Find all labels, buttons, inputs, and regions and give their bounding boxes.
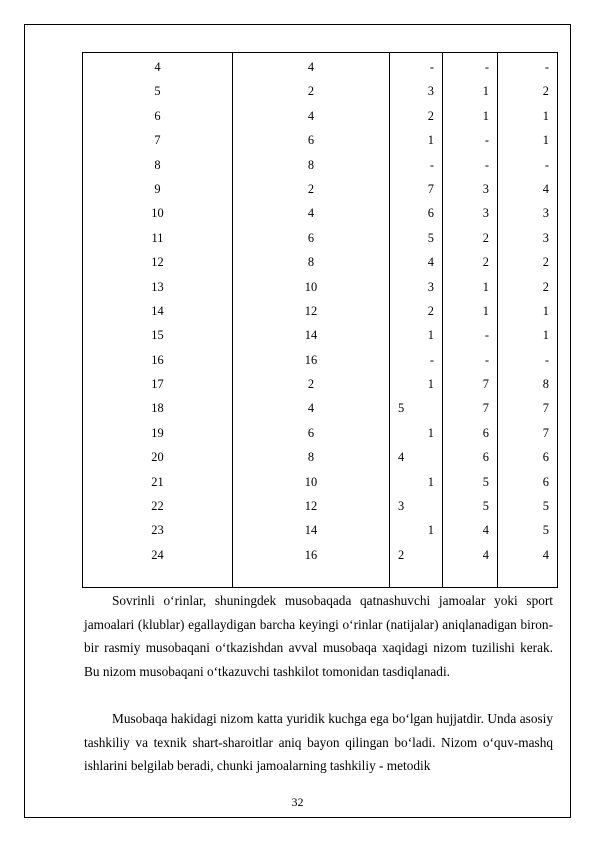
table-cell xyxy=(390,522,442,546)
table-cell: - xyxy=(484,157,489,172)
table-cell-right: 1 xyxy=(427,133,434,148)
table-cell: 1 xyxy=(482,108,489,123)
table-cell: - xyxy=(544,157,549,172)
table-cell-right: 2 xyxy=(427,303,434,318)
table-cell xyxy=(390,400,442,424)
table-cell xyxy=(390,425,442,449)
table-cell: 2 xyxy=(542,84,549,99)
table-cell xyxy=(390,327,442,351)
table-column-b xyxy=(443,53,498,588)
table-cell-left: 4 xyxy=(398,450,405,465)
table-cell: 7 xyxy=(482,401,489,416)
table-cell: 10 xyxy=(151,206,164,221)
table-cell: 13 xyxy=(151,279,164,294)
table-cell: 14 xyxy=(304,328,318,343)
page-number: 32 xyxy=(291,795,304,809)
table-cell: 1 xyxy=(542,303,549,318)
table-cell: 12 xyxy=(304,303,318,318)
table-cell: - xyxy=(544,352,549,367)
table-cell: 10 xyxy=(304,279,318,294)
table-cell: 2 xyxy=(542,279,549,294)
table-cell: 22 xyxy=(151,499,164,514)
table-cell: 7 xyxy=(154,133,161,148)
table-cell: 2 xyxy=(307,181,315,196)
table-cell-right: 1 xyxy=(427,377,434,392)
table-cell: 18 xyxy=(151,401,164,416)
table-cell: 9 xyxy=(154,181,161,196)
table-cell: 5 xyxy=(482,474,489,489)
table-cell: 1 xyxy=(542,328,549,343)
table-cell: 15 xyxy=(151,328,164,343)
table-cell: 6 xyxy=(542,474,549,489)
table-cell: 4 xyxy=(154,60,161,74)
table-cell: 1 xyxy=(542,108,549,123)
table-cell xyxy=(390,303,442,327)
table-cell: 12 xyxy=(151,255,164,270)
table-cell xyxy=(390,132,442,156)
table-cell: 8 xyxy=(542,377,549,392)
table-cell-right: 1 xyxy=(427,328,434,343)
table-cell-right: - xyxy=(429,60,434,74)
table-cell: 2 xyxy=(542,255,549,270)
table-cell: 10 xyxy=(304,474,318,489)
table-cell: 12 xyxy=(304,499,318,514)
table-cell: 24 xyxy=(151,547,164,562)
table-cell: 1 xyxy=(542,133,549,148)
table-cell xyxy=(390,279,442,303)
table-cell: - xyxy=(544,60,549,74)
table-cell: 1 xyxy=(482,279,489,294)
table-cell: 6 xyxy=(154,108,161,123)
table-cell: 5 xyxy=(154,84,161,99)
table-cell: 4 xyxy=(307,108,315,123)
table-cell: 5 xyxy=(542,523,549,538)
table-cell xyxy=(390,181,442,205)
table-column-teams xyxy=(83,53,233,588)
table-cell: 4 xyxy=(307,206,315,221)
table-cell: 8 xyxy=(307,450,315,465)
table-cell-right: 2 xyxy=(427,108,434,123)
paragraph-legal-document: Musobaqa hakidagi nizom katta yuridik kuchga ega bo‘lgan hujjatdir. Unda asosiy tashkiliy va texnik shart-sharoitlar aniq bayon qilingan bo‘ladi. Nizom o‘quv-mashq ishlarini belgilab beradi, chunki jamoalarning tashkiliy - metodik xyxy=(84,711,553,774)
table-cell: 3 xyxy=(482,206,489,221)
table-cell: 6 xyxy=(307,425,315,440)
results-table xyxy=(82,52,558,588)
table-cell: 8 xyxy=(307,157,315,172)
table-cell: 17 xyxy=(151,377,164,392)
table-cell xyxy=(390,474,442,498)
table-cell: 20 xyxy=(151,450,164,465)
table-cell: - xyxy=(484,133,489,148)
table-cell xyxy=(390,449,442,473)
table-cell-right: 1 xyxy=(427,474,434,489)
table-column-c xyxy=(498,53,558,588)
table-cell-left: 3 xyxy=(398,499,405,514)
table-cell: 6 xyxy=(307,133,315,148)
table-cell-left: 2 xyxy=(398,547,405,562)
table-cell: 3 xyxy=(542,230,549,245)
table-cell: 7 xyxy=(542,425,549,440)
table-cell-left: 5 xyxy=(398,401,405,416)
table-cell: 4 xyxy=(542,547,549,562)
table-cell: 14 xyxy=(151,303,164,318)
table-cell: 6 xyxy=(482,425,489,440)
table-cell: - xyxy=(484,352,489,367)
table-cell: 21 xyxy=(151,474,164,489)
table-cell: 1 xyxy=(482,303,489,318)
table-cell: 7 xyxy=(482,377,489,392)
table-cell: 16 xyxy=(304,547,318,562)
table-cell: 2 xyxy=(482,230,489,245)
table-cell: - xyxy=(484,60,489,74)
table-cell: 8 xyxy=(154,157,161,172)
table-cell: 4 xyxy=(307,401,315,416)
table-cell-right: 1 xyxy=(427,523,434,538)
table-cell: 14 xyxy=(304,523,318,538)
table-cell: 2 xyxy=(307,84,315,99)
table-column-rounds xyxy=(233,53,390,588)
table-cell: 16 xyxy=(151,352,164,367)
table-cell xyxy=(390,205,442,229)
table-cell: 6 xyxy=(542,450,549,465)
table-cell: 1 xyxy=(482,84,489,99)
table-cell-right: - xyxy=(429,157,434,172)
table-cell xyxy=(390,254,442,278)
table-cell-right: 4 xyxy=(427,255,434,270)
table-cell-right: 7 xyxy=(427,181,434,196)
table-cell xyxy=(390,352,442,376)
table-cell-right: 3 xyxy=(427,279,434,294)
table-cell: 23 xyxy=(151,523,164,538)
table-cell-right: 5 xyxy=(427,230,434,245)
table-cell: 5 xyxy=(542,499,549,514)
table-column-a xyxy=(390,53,443,588)
table-cell xyxy=(390,376,442,400)
table-cell: 6 xyxy=(307,230,315,245)
table-cell-right: 6 xyxy=(427,206,434,221)
table-cell: 4 xyxy=(307,60,315,74)
table-cell: 7 xyxy=(542,401,549,416)
table-cell: 3 xyxy=(542,206,549,221)
table-cell: - xyxy=(484,328,489,343)
table-cell-right: 3 xyxy=(427,84,434,99)
table-cell: 5 xyxy=(482,499,489,514)
table-cell: 16 xyxy=(304,352,318,367)
table-cell: 3 xyxy=(482,181,489,196)
table-cell xyxy=(390,108,442,132)
table-cell: 19 xyxy=(151,425,164,440)
table-cell: 6 xyxy=(482,450,489,465)
table-cell: 4 xyxy=(482,523,489,538)
table-cell xyxy=(390,498,442,522)
table-cell xyxy=(390,230,442,254)
table-cell: 8 xyxy=(307,255,315,270)
table-cell: 2 xyxy=(307,377,315,392)
table-cell xyxy=(390,83,442,107)
table-cell: 2 xyxy=(482,255,489,270)
table-cell: 4 xyxy=(482,547,489,562)
table-cell-right: 1 xyxy=(427,425,434,440)
table-cell: 4 xyxy=(542,181,549,196)
paragraph-regulation: Sovrinli o‘rinlar, shuningdek musobaqada qatnashuvchi jamoalar yoki sport jamoalari (klublar) egallaydigan barcha keyingi o‘rinlar (natijalar) aniqlanadigan biron-bir rasmiy musobaqani o‘tkazishdan avval musobaqa xaqidagi nizom tuzilishi kerak. Bu nizom musobaqani o‘tkazuvchi tashkilot tomonidan tasdiqlanadi. xyxy=(84,593,553,679)
table-cell xyxy=(390,157,442,181)
table-cell-right: - xyxy=(429,352,434,367)
table-cell xyxy=(390,547,442,571)
table-cell xyxy=(390,59,442,83)
table-cell: 11 xyxy=(151,230,164,245)
